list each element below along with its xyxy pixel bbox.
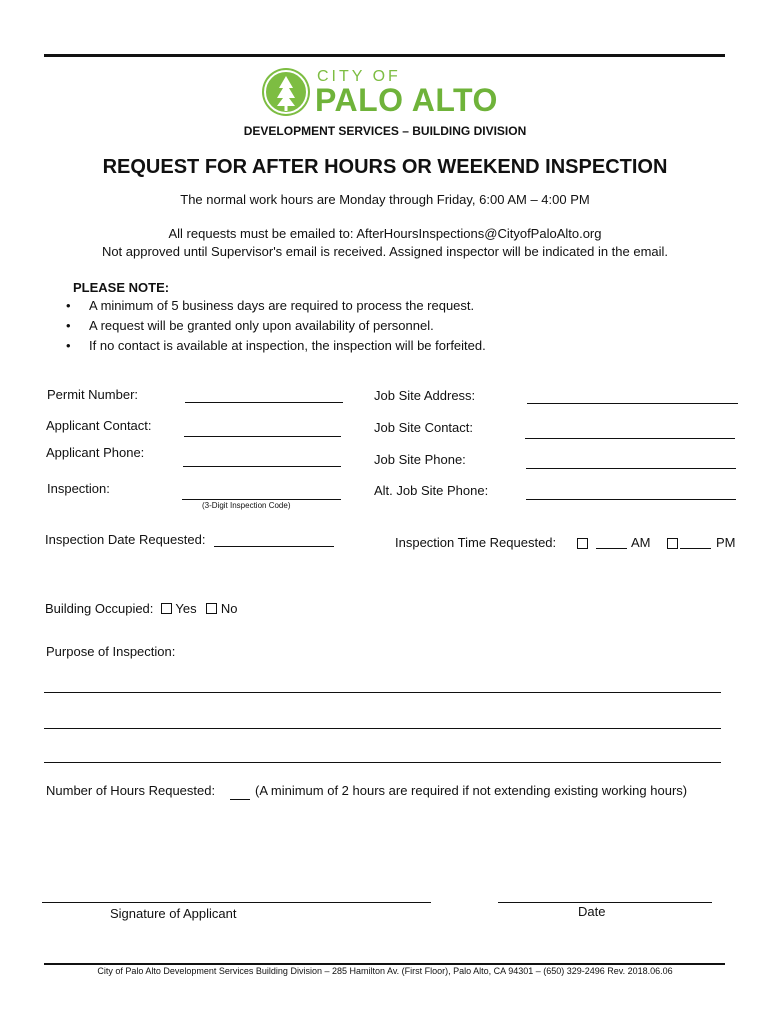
signature-line[interactable] [42, 902, 431, 903]
am-checkbox[interactable] [577, 535, 588, 553]
job-site-address-label: Job Site Address: [374, 388, 476, 403]
alt-job-site-phone-label: Alt. Job Site Phone: [374, 483, 489, 498]
inspection-label: Inspection: [47, 481, 110, 496]
note-text: If no contact is available at inspection, the inspection will be forfeited. [89, 338, 486, 353]
inspection-date-label: Inspection Date Requested: [45, 532, 206, 547]
job-site-contact-label: Job Site Contact: [374, 420, 473, 435]
yes-label: Yes [175, 601, 197, 616]
building-occupied-question [45, 601, 238, 616]
alt-job-site-phone-field[interactable] [526, 499, 736, 500]
job-site-phone-field[interactable] [526, 468, 736, 469]
pm-time-field[interactable] [680, 548, 711, 549]
inspection-date-field[interactable] [214, 546, 334, 547]
date-label: Date [578, 904, 606, 919]
note-item [66, 338, 486, 353]
hours-requested-label: Number of Hours Requested: [46, 783, 216, 798]
applicant-contact-field[interactable] [184, 436, 341, 437]
logo-city-text: CITY OF [317, 68, 401, 85]
email-instruction: All requests must be emailed to: AfterHoursInspections@CityofPaloAlto.org [168, 226, 602, 241]
inspection-code-field[interactable] [182, 499, 341, 500]
permit-number-label: Permit Number: [47, 387, 139, 402]
job-site-phone-label: Job Site Phone: [374, 452, 466, 467]
top-rule [44, 54, 725, 57]
note-item [66, 298, 474, 313]
purpose-line[interactable] [44, 728, 721, 729]
permit-number-field[interactable] [185, 402, 343, 403]
signature-label: Signature of Applicant [110, 906, 237, 921]
am-time-field[interactable] [596, 548, 627, 549]
applicant-phone-field[interactable] [183, 466, 341, 467]
approval-note: Not approved until Supervisor's email is received. Assigned inspector will be indicated in the email. [101, 244, 669, 259]
purpose-line[interactable] [44, 762, 721, 763]
note-item [66, 318, 434, 333]
pm-checkbox[interactable] [667, 535, 678, 553]
work-hours-text: The normal work hours are Monday through Friday, 6:00 AM – 4:00 PM [180, 192, 590, 207]
division-heading: DEVELOPMENT SERVICES – BUILDING DIVISION [243, 124, 527, 138]
am-label: AM [631, 535, 651, 550]
no-label: No [220, 601, 238, 616]
note-text: A request will be granted only upon availability of personnel. [89, 318, 434, 333]
pm-label: PM [716, 535, 736, 550]
job-site-address-field[interactable] [527, 403, 738, 404]
purpose-label: Purpose of Inspection: [46, 644, 176, 659]
date-line[interactable] [498, 902, 712, 903]
city-logo [262, 68, 512, 120]
bullet-dot: • [66, 318, 71, 333]
applicant-phone-label: Applicant Phone: [46, 445, 145, 460]
footer-rule [44, 963, 725, 965]
purpose-line[interactable] [44, 692, 721, 693]
form-title: REQUEST FOR AFTER HOURS OR WEEKEND INSPECTION [102, 156, 668, 178]
bullet-dot: • [66, 298, 71, 313]
inspection-time-label: Inspection Time Requested: [395, 535, 557, 550]
logo-city-name: PALO ALTO [315, 82, 498, 118]
inspection-code-hint: (3-Digit Inspection Code) [202, 501, 291, 510]
tree-icon [262, 68, 310, 116]
footer-text: City of Palo Alto Development Services Building Division – 285 Hamilton Av. (First Floor), Palo Alto, CA 94301 – (650) 329-2496 Rev. 2018.06.06 [97, 966, 673, 976]
note-text: A minimum of 5 business days are required to process the request. [89, 298, 475, 313]
applicant-contact-label: Applicant Contact: [46, 418, 152, 433]
please-note-heading: PLEASE NOTE: [73, 280, 170, 295]
bullet-dot: • [66, 338, 71, 353]
yes-checkbox[interactable] [161, 603, 172, 614]
building-occupied-label: Building Occupied: [45, 601, 154, 616]
no-checkbox[interactable] [206, 603, 217, 614]
hours-requested-field[interactable] [230, 799, 250, 800]
job-site-contact-field[interactable] [525, 438, 735, 439]
hours-requested-note: (A minimum of 2 hours are required if not extending existing working hours) [255, 783, 688, 798]
